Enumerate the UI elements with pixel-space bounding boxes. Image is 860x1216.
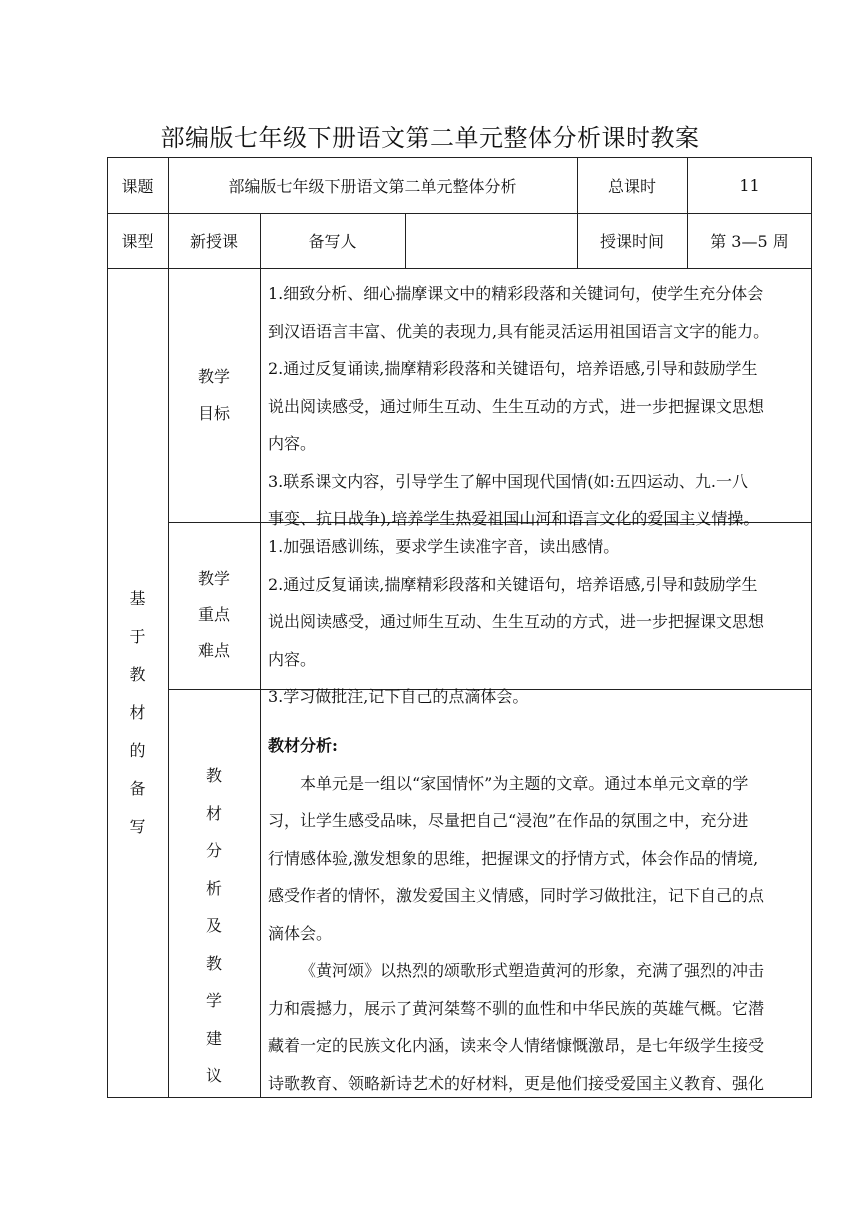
analysis-label-char: 建 bbox=[205, 1028, 222, 1048]
keys-line: 说出阅读感受，通过师生互动、生生互动的方式，进一步把握课文思想 bbox=[268, 612, 765, 631]
side-label-char: 写 bbox=[129, 817, 146, 836]
analysis-label-char: 教 bbox=[205, 953, 222, 973]
analysis-line: 本单元是一组以“家国情怀”为主题的文章。通过本单元文章的学 bbox=[300, 773, 749, 793]
col-divider bbox=[260, 213, 261, 1098]
analysis-line: 力和震撼力，展示了黄河桀骜不驯的血性和中华民族的英雄气概。它潜 bbox=[268, 998, 765, 1018]
analysis-line: 《黄河颂》以热烈的颂歌形式塑造黄河的形象，充满了强烈的冲击 bbox=[300, 961, 765, 980]
label-lesson-type: 课型 bbox=[121, 232, 154, 251]
goals-line: 内容。 bbox=[268, 434, 317, 453]
keys-line: 1.加强语感训练，要求学生读准字音，读出感情。 bbox=[268, 537, 620, 556]
analysis-label-char: 材 bbox=[205, 803, 222, 823]
analysis-line: 藏着一定的民族文化内涵，读来令人情绪慷慨激昂，是七年级学生接受 bbox=[268, 1036, 765, 1055]
analysis-label-char: 分 bbox=[205, 841, 222, 860]
keys-line: 内容。 bbox=[268, 649, 317, 669]
keys-label-line: 难点 bbox=[197, 641, 230, 660]
goals-label bbox=[168, 358, 260, 432]
goals-label-line: 教学 bbox=[197, 367, 230, 386]
analysis-heading: 教材分析: bbox=[268, 736, 338, 755]
total-periods-value: 11 bbox=[739, 175, 760, 195]
side-label-char: 材 bbox=[129, 703, 146, 722]
analysis-label-char: 议 bbox=[205, 1066, 222, 1085]
analysis-line: 习，让学生感受品味，尽量把自己“浸泡”在作品的氛围之中，充分进 bbox=[268, 811, 749, 830]
side-label-char: 的 bbox=[129, 741, 146, 760]
analysis-line: 诗歌教育、领略新诗艺术的好材料，更是他们接受爱国主义教育、强化 bbox=[268, 1073, 765, 1093]
analysis-label-char: 学 bbox=[205, 991, 222, 1010]
topic-value: 部编版七年级下册语文第二单元整体分析 bbox=[228, 176, 517, 196]
analysis-line: 行情感体验,激发想象的思维，把握课文的抒情方式，体会作品的情境, bbox=[268, 848, 759, 868]
label-total-periods: 总课时 bbox=[607, 176, 656, 196]
goals-line: 说出阅读感受，通过师生互动、生生互动的方式，进一步把握课文思想 bbox=[268, 396, 765, 416]
side-label-char: 基 bbox=[129, 589, 146, 608]
goals-content bbox=[268, 275, 808, 538]
page-title: 部编版七年级下册语文第二单元整体分析课时教案 bbox=[160, 124, 700, 152]
goals-line: 事变、抗日战争),培养学生热爱祖国山河和语言文化的爱国主义情操。 bbox=[268, 509, 760, 528]
keys-label-line: 教学 bbox=[197, 569, 230, 588]
side-label bbox=[107, 580, 168, 846]
goals-line: 2.通过反复诵读,揣摩精彩段落和关键语句，培养语感,引导和鼓励学生 bbox=[268, 359, 758, 378]
keys-line: 3.学习做批注,记下自己的点滴体会。 bbox=[268, 687, 529, 706]
analysis-label-char: 析 bbox=[205, 878, 222, 898]
goals-label-line: 目标 bbox=[197, 404, 230, 423]
side-label-char: 教 bbox=[129, 665, 146, 684]
goals-line: 到汉语语言丰富、优美的表现力,具有能灵活运用祖国语言文字的能力。 bbox=[268, 321, 770, 341]
row-divider bbox=[107, 268, 812, 269]
analysis-content bbox=[268, 727, 808, 1102]
lesson-type-value: 新授课 bbox=[189, 232, 238, 251]
analysis-line: 感受作者的情怀，激发爱国主义情感，同时学习做批注，记下自己的点 bbox=[268, 886, 765, 905]
label-topic: 课题 bbox=[121, 176, 154, 196]
analysis-label bbox=[168, 757, 260, 1095]
analysis-label-char: 教 bbox=[205, 766, 222, 785]
keys-content bbox=[268, 528, 808, 716]
label-author: 备写人 bbox=[308, 232, 357, 251]
goals-line: 1.细致分析、细心揣摩课文中的精彩段落和关键词句，使学生充分体会 bbox=[268, 284, 764, 303]
analysis-line: 滴体会。 bbox=[268, 923, 333, 943]
goals-line: 3.联系课文内容，引导学生了解中国现代国情(如:五四运动、九.一八 bbox=[268, 471, 748, 491]
author-value bbox=[405, 213, 577, 268]
label-teaching-time: 授课时间 bbox=[599, 232, 664, 251]
keys-label bbox=[168, 561, 260, 669]
side-label-char: 于 bbox=[129, 627, 146, 646]
teaching-time-value: 第 3—5 周 bbox=[710, 232, 789, 251]
side-label-char: 备 bbox=[129, 779, 146, 798]
keys-line: 2.通过反复诵读,揣摩精彩段落和关键语句，培养语感,引导和鼓励学生 bbox=[268, 574, 758, 594]
analysis-label-char: 及 bbox=[205, 916, 222, 935]
keys-label-line: 重点 bbox=[197, 605, 230, 624]
